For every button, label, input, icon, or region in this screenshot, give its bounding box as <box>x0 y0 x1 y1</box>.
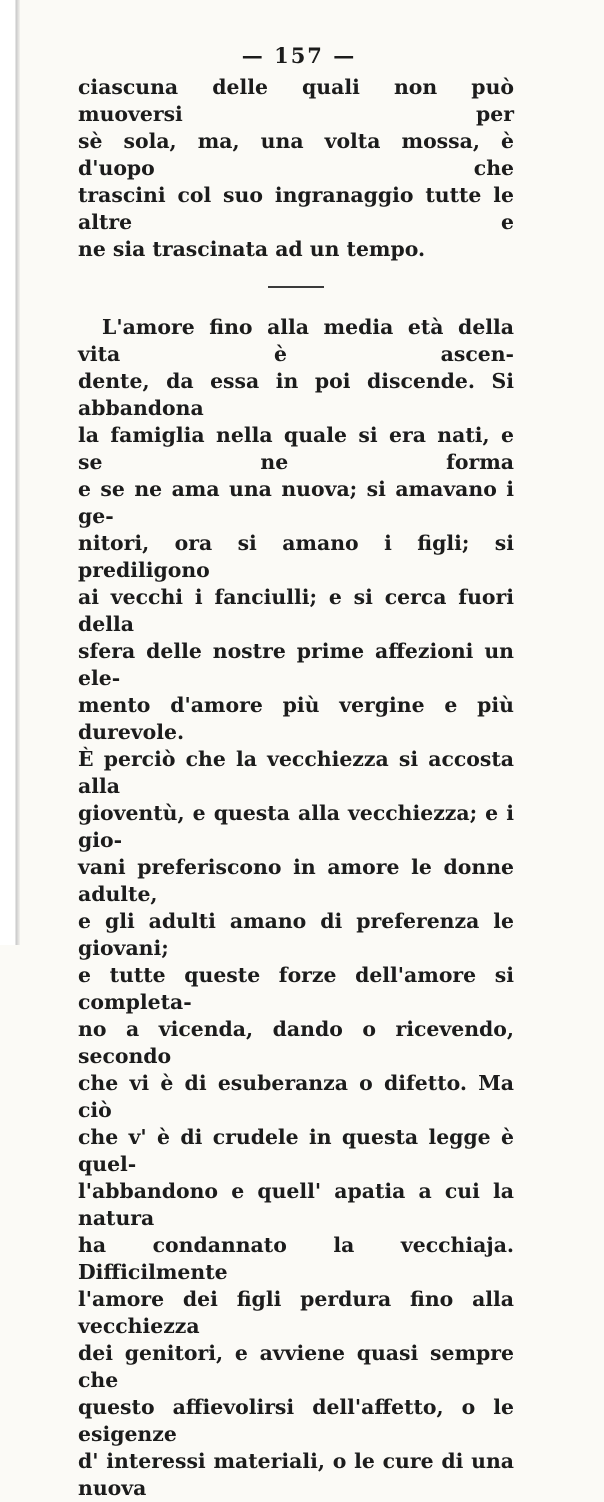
paragraph-1 <box>78 74 514 263</box>
text-line: dei genitori, e avviene quasi sempre che <box>78 1341 514 1392</box>
text-line: che vi è di esuberanza o difetto. Ma ciò <box>78 1071 514 1122</box>
text-line-first <box>78 314 514 368</box>
text-line: e se ne ama una nuova; si amavano i ge- <box>78 477 514 528</box>
text-line: l'abbandono e quell' apatia a cui la natura <box>78 1179 514 1230</box>
text-line: no a vicenda, dando o ricevendo, secondo <box>78 1017 514 1068</box>
text-line: sè sola, ma, una volta mossa, è d'uopo che <box>78 129 514 180</box>
text-line: nitori, ora si amano i figli; si prediligono <box>78 531 514 582</box>
text-line: dente, da essa in poi discende. Si abbandona <box>78 369 514 420</box>
text-line: d' interessi materiali, o le cure di una nuova <box>78 1449 514 1500</box>
text-line: ha condannato la vecchiaja. Difficilmente <box>78 1233 514 1284</box>
page-number: — 157 — <box>241 43 357 68</box>
text-line: che v' è di crudele in questa legge è quel- <box>78 1125 514 1176</box>
text-line: e gli adulti amano di preferenza le giovani; <box>78 909 514 960</box>
text-line: l'amore dei figli perdura fino alla vecchiezza <box>78 1287 514 1338</box>
text-line: la famiglia nella quale si era nati, e se ne forma <box>78 423 514 474</box>
page-left-edge <box>0 0 20 945</box>
text-line: ai vecchi i fanciulli; e si cerca fuori della <box>78 585 514 636</box>
text-line: ciascuna delle quali non può muoversi per <box>78 75 514 126</box>
text-line: questo affievolirsi dell'affetto, o le esigenze <box>78 1395 514 1446</box>
text-line: trascini col suo ingranaggio tutte le altre e <box>78 183 514 234</box>
paragraph-2 <box>78 314 514 1502</box>
text-line: mento d'amore più vergine e più durevole. <box>78 693 514 744</box>
text-line: sfera delle nostre prime affezioni un ele- <box>78 639 514 690</box>
text-line: e tutte queste forze dell'amore si completa- <box>78 963 514 1014</box>
text-line: vani preferiscono in amore le donne adulte, <box>78 855 514 906</box>
text-line-content: L'amore fino alla media età della vita è ascen- <box>78 315 514 366</box>
text-line: ne sia trascinata ad un tempo. <box>78 237 426 261</box>
book-page <box>78 38 514 1502</box>
text-line: gioventù, e questa alla vecchiezza; e i gio- <box>78 801 514 852</box>
text-line: È perciò che la vecchiezza si accosta alla <box>78 747 514 798</box>
section-divider <box>268 286 324 288</box>
